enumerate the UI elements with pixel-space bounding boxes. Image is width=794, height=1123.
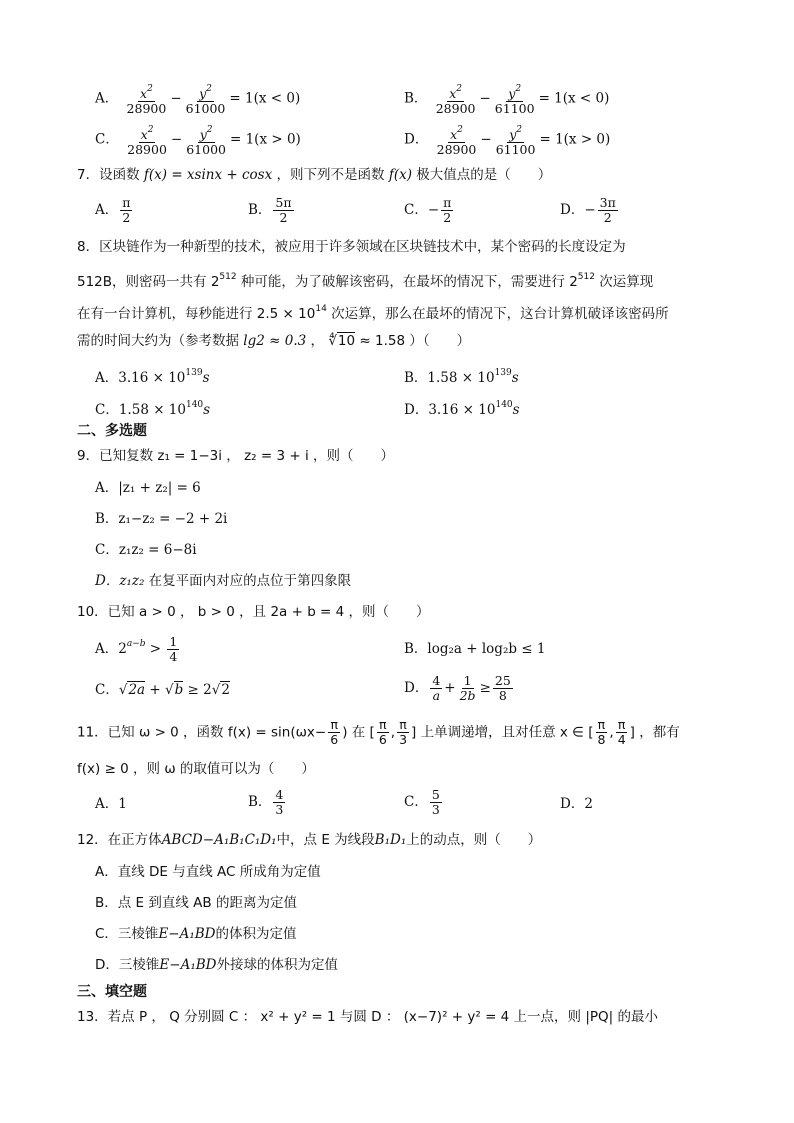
equation-tail: = 1(x < 0) <box>229 90 301 107</box>
q10-stem: 10．已知 a > 0 ， b > 0 ，且 2a + b = 4 ，则（ ） <box>77 604 430 620</box>
q9-option-b: B．z₁−z₂ = −2 + 2i <box>95 511 228 527</box>
q11-option-a: A．1 <box>95 796 127 812</box>
q8-line-2: 512B，则密码一共有 $2^{512}$ 种可能，为了破解该密码，在最坏的情况下，需要进行 $2^{512}$ 次运算现 <box>77 272 654 290</box>
q7-option-c: C．− $\frac{\pi}{2}$ <box>404 195 452 225</box>
fraction: $\frac{x^2}{28900}$ <box>435 84 476 116</box>
section-heading-fill-in: 三、填空题 <box>77 984 147 1000</box>
q8-line-3: 在有一台计算机，每秒能进行 $2.5 \times 10^{14}$ 次运算，那么在最坏的情况下，这台计算机破译该密码所 <box>77 304 669 322</box>
q8-option-d: D．$3.16 \times 10^{140}s$ <box>404 400 520 418</box>
q7-option-d: D．− $\frac{3\pi}{2}$ <box>560 195 616 225</box>
equation-tail: = 1(x > 0) <box>539 131 611 148</box>
fraction: $\frac{y^2}{61000}$ <box>185 84 226 116</box>
q12-stem: 12．在正方体ABCD−A₁B₁C₁D₁中，点 E 为线段B₁D₁上的动点，则（ ） <box>77 832 542 848</box>
q6-option-d: D． $\frac{x^2}{28900}$ − $\frac{y^2}{61100}$ = 1(x > 0) <box>404 125 611 157</box>
q8-option-b: B．$1.58 \times 10^{139}s$ <box>404 368 519 386</box>
q12-option-c: C．三棱锥E−A₁BD的体积为定值 <box>95 926 297 942</box>
fraction: $\frac{x^2}{28900}$ <box>126 84 167 116</box>
q11-option-d: D．2 <box>560 796 593 812</box>
q10-option-a: A．$2^{a-b}$ > $\frac{1}{4}$ <box>95 634 178 664</box>
function-expr: f(x) = xsinx + cosx <box>143 167 273 183</box>
option-label: B． <box>404 90 428 107</box>
fraction: $\frac{x^2}{28900}$ <box>436 125 477 157</box>
q11-option-b: B． $\frac{4}{3}$ <box>248 787 284 817</box>
q13-stem: 13．若点 P ， Q 分别圆 C ： x² + y² = 1 与圆 D ： (x−7)² + y² = 4 上一点，则 |PQ| 的最小 <box>77 1009 659 1025</box>
q6-option-a: A． $\frac{x^2}{28900}$ − $\frac{y^2}{61000}$ = 1(x < 0) <box>95 84 301 116</box>
q11-stem-line-2: f(x) ≥ 0 ，则 ω 的取值可以为（ ） <box>77 761 315 777</box>
q12-option-a: A．直线 DE 与直线 AC 所成角为定值 <box>95 864 321 880</box>
fraction: $\frac{y^2}{61100}$ <box>495 125 536 157</box>
q7-option-a: A． $\frac{\pi}{2}$ <box>95 195 131 225</box>
section-heading-multi-choice: 二、多选题 <box>77 423 147 439</box>
fraction: $\frac{y^2}{61000}$ <box>186 125 226 157</box>
q11-stem-line-1: 11．已知 ω > 0 ，函数 f(x) = sin(ωx− $\frac{\pi}{6}$ ) 在 [ $\frac{\pi}{6}$ , $\frac{\pi}{3}$ ] 上单调递增，且对任意 x ∈ [ $\frac{\pi}{8}$ , $\frac{\pi}{4}$ ] ，都有 <box>77 717 680 747</box>
q12-option-b: B．点 E 到直线 AB 的距离为定值 <box>95 895 297 911</box>
q9-option-c: C．z₁z₂ = 6−8i <box>95 542 197 558</box>
q9-option-a: A．|z₁ + z₂| = 6 <box>95 480 201 496</box>
q8-line-4: 需的时间大约为（参考数据 lg2 ≈ 0.3 ， ∜10 ≈ 1.58 ）（ ） <box>77 333 471 349</box>
q7-stem: 7．设函数 f(x) = xsinx + cosx ，则下列不是函数 f(x) 极大值点的是（ ） <box>77 167 552 183</box>
q6-option-b: B． $\frac{x^2}{28900}$ − $\frac{y^2}{61100}$ = 1(x < 0) <box>404 84 610 116</box>
option-label: C． <box>95 131 119 148</box>
fraction: $\frac{x^2}{28900}$ <box>127 125 167 157</box>
q8-line-1: 8．区块链作为一种新型的技术，被应用于许多领域在区块链技术中，某个密码的长度设定为 <box>77 239 626 255</box>
q6-option-c: C． $\frac{x^2}{28900}$ − $\frac{y^2}{61000}$ = 1(x > 0) <box>95 125 301 157</box>
q10-option-b: B．log₂a + log₂b ≤ 1 <box>404 641 546 657</box>
q12-option-d: D．三棱锥E−A₁BD外接球的体积为定值 <box>95 957 338 973</box>
equation-tail: = 1(x > 0) <box>229 131 301 148</box>
q8-option-c: C．$1.58 \times 10^{140}s$ <box>95 400 211 418</box>
q9-stem: 9．已知复数 z₁ = 1−3i ， z₂ = 3 + i ，则（ ） <box>77 448 395 464</box>
q10-option-c: C．√2a + √b ≥ 2√2 <box>95 682 230 698</box>
option-label: D． <box>404 131 429 148</box>
q7-option-b: B． $\frac{5\pi}{2}$ <box>248 195 292 225</box>
q8-option-a: A．$3.16 \times 10^{139}s$ <box>95 368 210 386</box>
equation-tail: = 1(x < 0) <box>538 90 610 107</box>
fraction: $\frac{y^2}{61100}$ <box>494 84 535 116</box>
q9-option-d: D．z₁z₂ 在复平面内对应的点位于第四象限 <box>95 573 352 589</box>
q11-option-c: C． $\frac{5}{3}$ <box>404 787 440 817</box>
q10-option-d: D． $\frac{4}{a}$ + $\frac{1}{2b}$ ≥ $\frac{25}{8}$ <box>404 673 511 703</box>
option-label: A． <box>95 90 119 107</box>
